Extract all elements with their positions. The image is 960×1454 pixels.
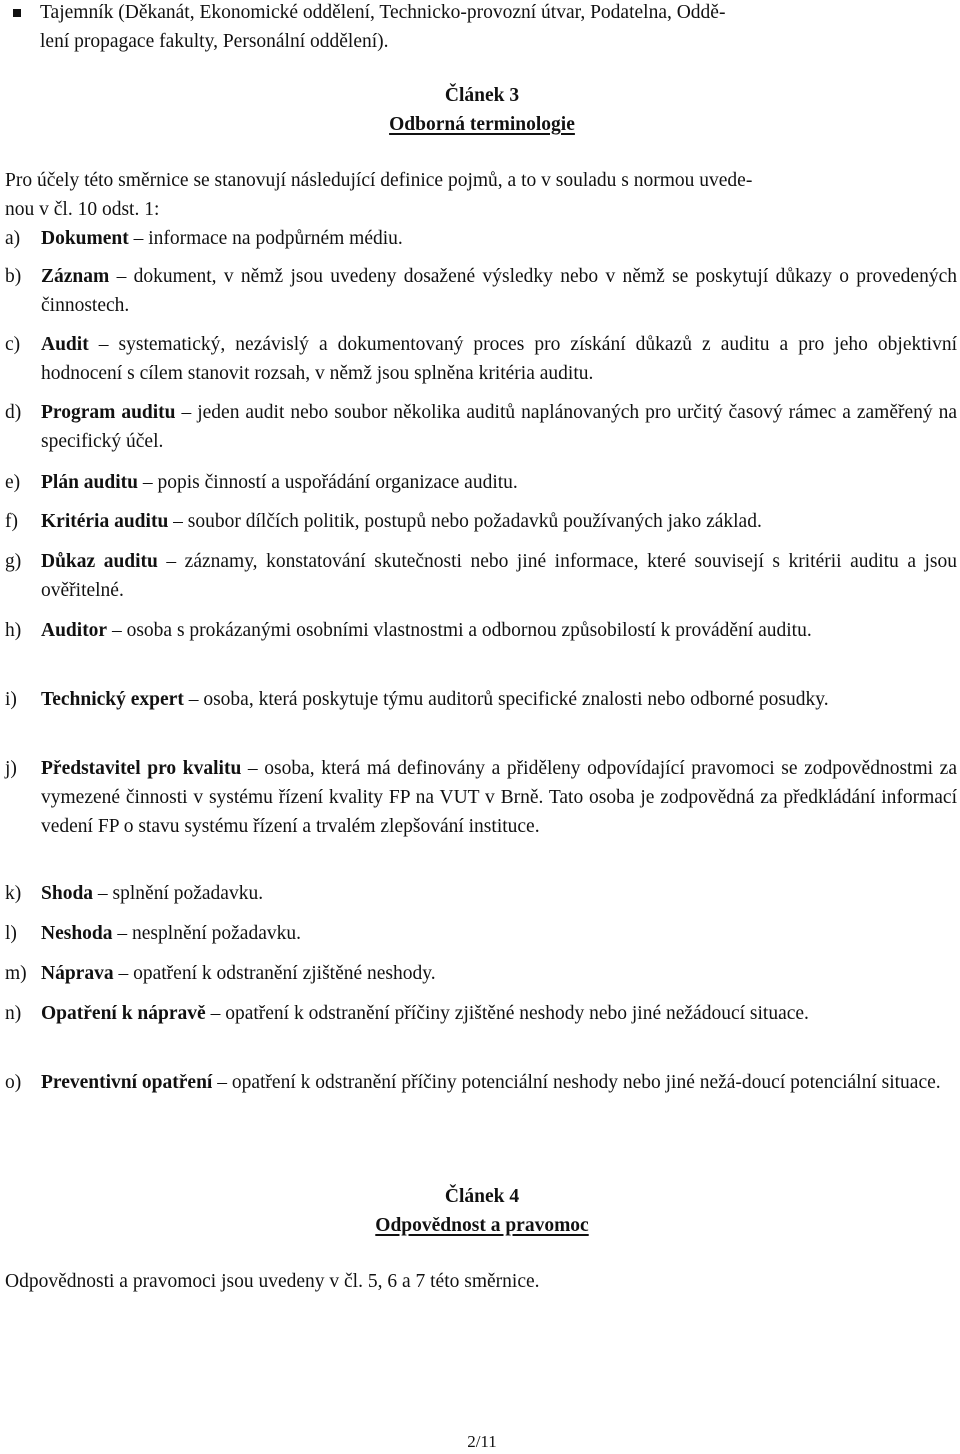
- definition-item: [5, 1068, 957, 1097]
- definition-label: c): [5, 334, 21, 355]
- bullet-line-1: Tajemník (Děkanát, Ekonomické oddělení, Technicko-provozní útvar, Podatelna, Oddě-: [40, 2, 726, 23]
- article-3-title: Článek 3: [444, 85, 520, 106]
- definition-term: Představitel pro kvalitu: [41, 758, 242, 779]
- definition-item: [5, 398, 957, 456]
- definition-label: k): [5, 883, 22, 904]
- definition-term: Program auditu: [41, 402, 176, 423]
- definition-item: [5, 468, 957, 497]
- definition-term: Náprava: [41, 963, 114, 984]
- definition-term: Opatření k nápravě: [41, 1003, 206, 1024]
- definition-label: m): [5, 963, 27, 984]
- definition-term: Shoda: [41, 883, 94, 904]
- definition-text: – dokument, v němž jsou uvedeny dosažené výsledky nebo v němž se poskytují důkazy o provedených činnostech.: [41, 266, 957, 316]
- article-3-subtitle-text: Odborná terminologie: [389, 114, 575, 135]
- definition-item: [5, 616, 957, 645]
- definition-text: – opatření k odstranění příčiny potenciální neshody nebo jiné nežá-doucí potenciální situace.: [212, 1072, 941, 1093]
- definition-label: o): [5, 1072, 22, 1093]
- article-4-title: Článek 4: [444, 1186, 520, 1207]
- intro-line-2: nou v čl. 10 odst. 1:: [5, 199, 160, 220]
- definition-term: Audit: [41, 334, 89, 355]
- definition-item: [5, 224, 957, 253]
- definition-text: – splnění požadavku.: [93, 883, 264, 904]
- definition-text: – osoba s prokázanými osobními vlastnostmi a odbornou způsobilostí k provádění auditu.: [107, 620, 812, 641]
- definition-item: [5, 919, 957, 948]
- definition-text: – systematický, nezávislý a dokumentovaný proces pro získání důkazů z auditu a pro jeho objektivní hodnocení s cílem stanovit rozsah, v němž jsou splněna kritéria auditu.: [41, 334, 957, 384]
- definition-text: – osoba, která má definovány a přiděleny odpovídající pravomoci se zodpovědnostmi za vymezené činnosti v systému řízení kvality FP na VUT v Brně. Tato osoba je zodpovědná za předkládání informací vedení FP o stavu systému řízení a trvalém zlepšování instituce.: [41, 758, 957, 837]
- article-3-intro: [5, 166, 957, 224]
- definition-text: – záznamy, konstatování skutečnosti nebo jiné informace, které souvisejí s kritérii auditu a jsou ověřitelné.: [41, 551, 957, 601]
- definition-item: [5, 754, 957, 841]
- definition-term: Dokument: [41, 228, 129, 249]
- intro-line-1: Pro účely této směrnice se stanovují následující definice pojmů, a to v souladu s normou uvede-: [5, 170, 753, 191]
- definition-label: h): [5, 620, 22, 641]
- definition-text: – osoba, která poskytuje týmu auditorů specifické znalosti nebo odborné posudky.: [183, 689, 829, 710]
- definition-text: – jeden audit nebo soubor několika auditů naplánovaných pro určitý časový rámec a zaměřený na specifický účel.: [41, 402, 957, 452]
- definition-label: f): [5, 511, 18, 532]
- definition-label: a): [5, 228, 21, 249]
- definition-item: [5, 507, 957, 536]
- definition-term: Důkaz auditu: [41, 551, 158, 572]
- definition-text: – opatření k odstranění příčiny zjištěné neshody nebo jiné nežádoucí situace.: [205, 1003, 809, 1024]
- definition-item: [5, 999, 957, 1028]
- definition-item: [5, 879, 957, 908]
- definition-item: [5, 547, 957, 605]
- definition-label: g): [5, 551, 22, 572]
- definition-text: – nesplnění požadavku.: [112, 923, 301, 944]
- definition-term: Záznam: [41, 266, 110, 287]
- definition-text: – popis činností a uspořádání organizace auditu.: [138, 472, 518, 493]
- definition-item: [5, 685, 957, 714]
- definition-label: n): [5, 1003, 22, 1024]
- definition-term: Auditor: [41, 620, 108, 641]
- page-number: 2/11: [467, 1432, 497, 1451]
- definition-label: j): [5, 758, 17, 779]
- definition-label: b): [5, 266, 22, 287]
- definition-label: l): [5, 923, 17, 944]
- definition-item: [5, 330, 957, 388]
- article-3-subtitle: [0, 110, 960, 139]
- definition-term: Technický expert: [41, 689, 184, 710]
- definition-term: Neshoda: [41, 923, 113, 944]
- definition-text: – informace na podpůrném médiu.: [128, 228, 403, 249]
- definition-label: i): [5, 689, 17, 710]
- article-4-subtitle: [0, 1211, 960, 1240]
- bullet-line-2: lení propagace fakulty, Personální oddělení).: [40, 31, 389, 52]
- definition-item: [5, 959, 957, 988]
- definition-text: – soubor dílčích politik, postupů nebo požadavků používaných jako základ.: [168, 511, 762, 532]
- definition-term: Kritéria auditu: [41, 511, 169, 532]
- definition-term: Preventivní opatření: [41, 1072, 213, 1093]
- definition-label: d): [5, 402, 22, 423]
- definition-text: – opatření k odstranění zjištěné neshody.: [113, 963, 436, 984]
- definition-item: [5, 262, 957, 320]
- definition-label: e): [5, 472, 21, 493]
- definition-term: Plán auditu: [41, 472, 138, 493]
- square-bullet-icon: [13, 9, 21, 17]
- article-4-subtitle-text: Odpovědnost a pravomoc: [375, 1215, 589, 1236]
- article-4-text: Odpovědnosti a pravomoci jsou uvedeny v čl. 5, 6 a 7 této směrnice.: [5, 1271, 540, 1292]
- bullet-item: [40, 0, 956, 56]
